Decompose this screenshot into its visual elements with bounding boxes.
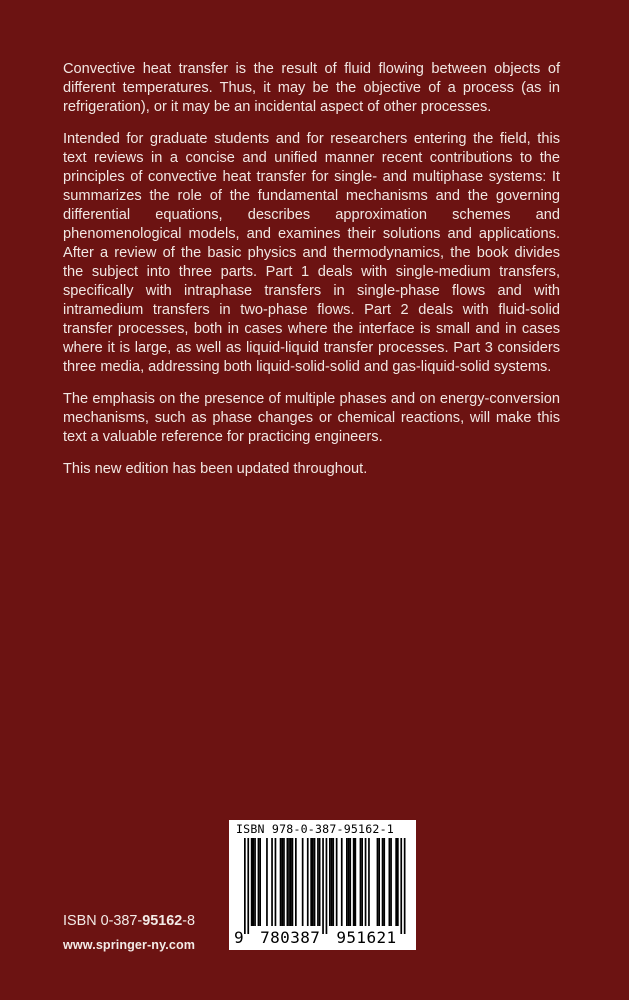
barcode-bar [302, 838, 304, 926]
barcode-left-group: 780387 [260, 928, 321, 947]
barcode-bar [254, 838, 256, 926]
barcode-bar [314, 838, 316, 926]
barcode-bar [329, 838, 331, 926]
barcode-bar [365, 838, 367, 926]
barcode-bar [348, 838, 350, 926]
barcode-bar [368, 838, 370, 926]
barcode-bar [332, 838, 334, 926]
barcode-bars [233, 838, 413, 934]
isbn-10 [63, 912, 195, 931]
barcode-bar [360, 838, 362, 926]
barcode-bar [389, 838, 391, 926]
barcode-bar [281, 838, 283, 926]
barcode-bar [336, 838, 338, 926]
barcode-digits [234, 929, 397, 947]
barcode-bar [287, 838, 289, 926]
barcode-first-digit: 9 [234, 928, 245, 947]
barcode-bar [290, 838, 292, 926]
barcode-bar [251, 838, 253, 926]
barcode-bar [283, 838, 285, 926]
barcode-bar [349, 838, 351, 926]
isbn-bold-part: 95162 [142, 913, 183, 929]
barcode-bar [244, 838, 246, 934]
isbn-prefix: ISBN 0-387- [63, 913, 143, 929]
barcode-bar [312, 838, 314, 926]
barcode-bar [310, 838, 312, 926]
barcode-bar [361, 838, 363, 926]
barcode-right-group: 951621 [336, 928, 397, 947]
barcode-bar [382, 838, 384, 926]
barcode-bar [271, 838, 273, 926]
barcode-bar [397, 838, 399, 926]
barcode-isbn13: ISBN 978-0-387-95162-1 [236, 822, 394, 836]
barcode-bar [331, 838, 333, 926]
blurb-paragraph-3: The emphasis on the presence of multiple phases and on energy-conversion mechanisms, such as phase changes or chemical reactions, will make this text a valuable reference for practicing engineers. [63, 391, 560, 445]
blurb-paragraph-1: Convective heat transfer is the result of fluid flowing between objects of different temperatures. Thus, it may be the objective of a process (as in refrigeration), or it may be an incidental aspect of other processes. [63, 61, 560, 115]
back-cover-blurb [63, 60, 560, 492]
barcode [229, 820, 416, 950]
barcode-bar [400, 838, 402, 934]
barcode-bar [253, 838, 255, 926]
barcode-bar [390, 838, 392, 926]
barcode-bar [247, 838, 249, 934]
barcode-bar [319, 838, 321, 926]
publisher-website: www.springer-ny.com [63, 938, 196, 952]
isbn-suffix: -8 [182, 913, 196, 929]
barcode-bar [395, 838, 397, 926]
barcode-bar [404, 838, 406, 934]
barcode-bar [378, 838, 380, 926]
barcode-bar [377, 838, 379, 926]
barcode-bar [259, 838, 261, 926]
barcode-bar [275, 838, 277, 926]
barcode-bar [307, 838, 309, 926]
barcode-bar [383, 838, 385, 926]
barcode-bar [288, 838, 290, 926]
barcode-bar [353, 838, 355, 926]
barcode-bar [355, 838, 357, 926]
barcode-bar [280, 838, 282, 926]
barcode-bar [292, 838, 294, 926]
barcode-bar [322, 838, 324, 934]
barcode-bar [258, 838, 260, 926]
barcode-bar [346, 838, 348, 926]
barcode-bar [341, 838, 343, 926]
barcode-bar [266, 838, 268, 926]
barcode-bar [295, 838, 297, 926]
blurb-paragraph-4: This new edition has been updated throughout. [63, 461, 368, 477]
blurb-paragraph-2: Intended for graduate students and for researchers entering the field, this text reviews in a concise and unified manner recent contributions to the principles of convective heat transfer for single- and multiphase systems: It summarizes the role of the fundamental mechanisms and the governing differential equations, describes approximation schemes and phenomenological models, and examines their solutions and applications. After a review of the basic physics and thermodynamics, the book divides the subject into three parts. Part 1 deals with single-medium transfers, specifically with intraphase transfers in single-phase flows and with intramedium transfers in two-phase flows. Part 2 deals with fluid-solid transfer processes, both in cases where the interface is small and in cases where it is large, as well as liquid-liquid transfer processes. Part 3 considers three media, addressing both liquid-solid-solid and gas-liquid-solid systems. [63, 131, 560, 375]
barcode-bar [317, 838, 319, 926]
barcode-bar [326, 838, 328, 934]
